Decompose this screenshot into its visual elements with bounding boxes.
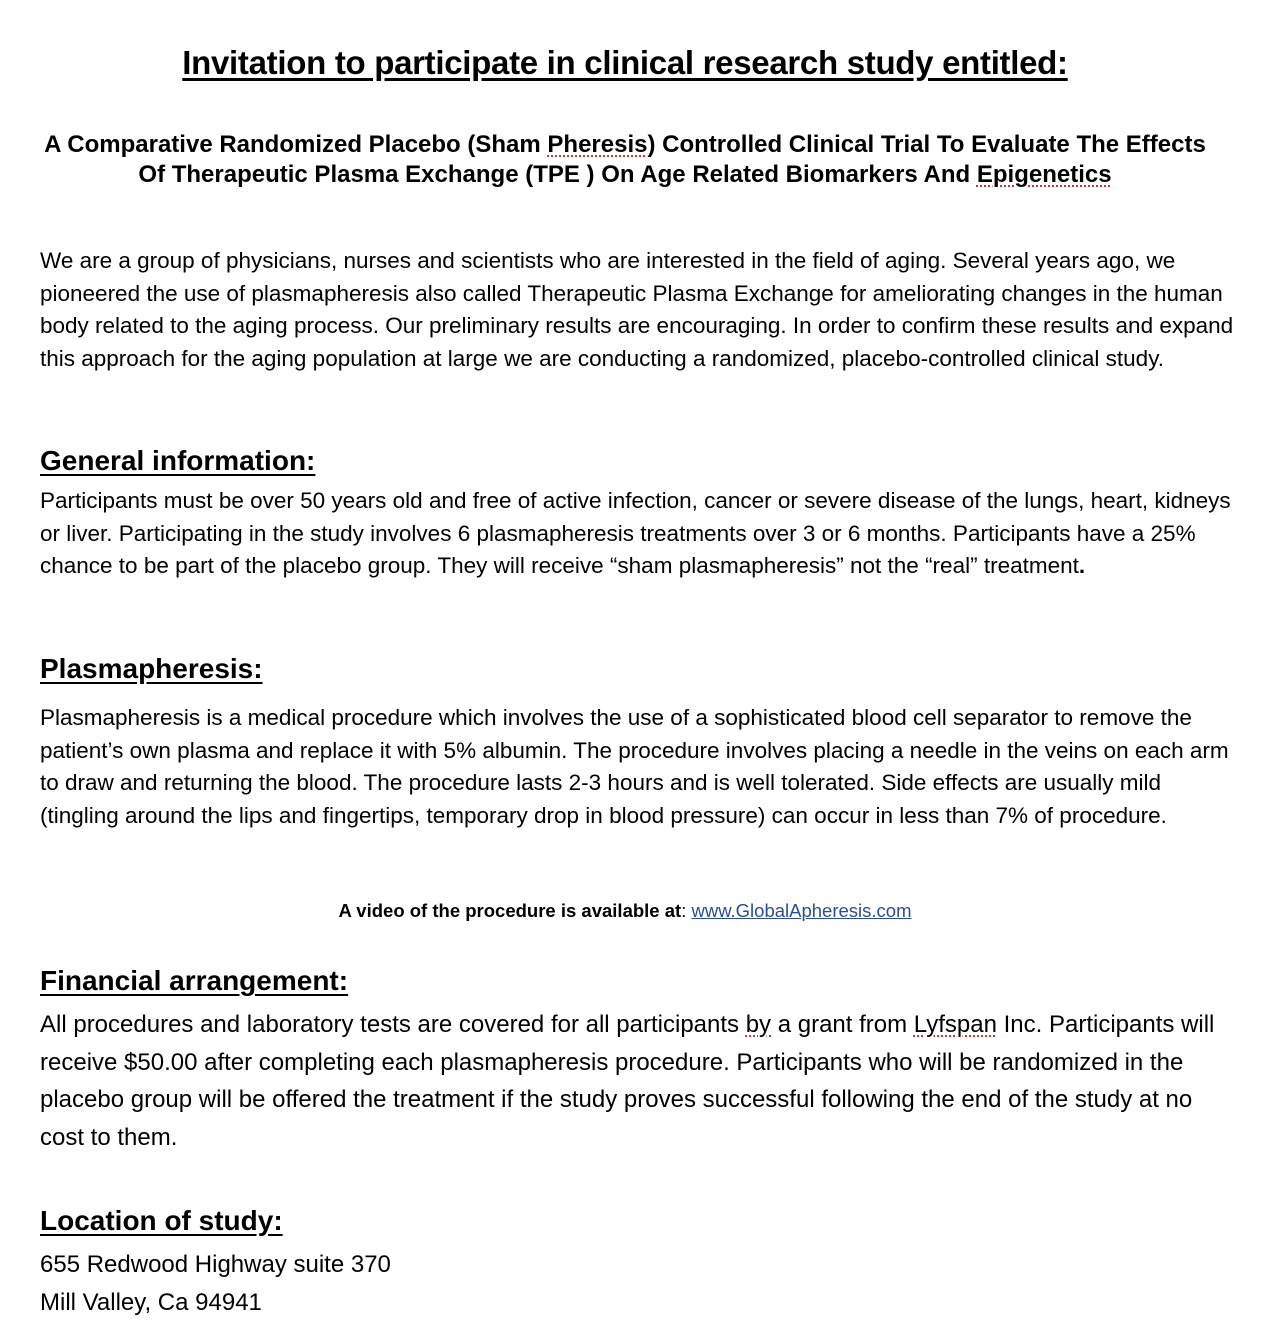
address-line-1: 655 Redwood Highway suite 370 xyxy=(40,1251,391,1278)
general-information-paragraph xyxy=(40,485,1240,583)
video-note xyxy=(0,900,1250,922)
spellcheck-flagged-word: Epigenetics xyxy=(976,161,1112,188)
general-information-end: . xyxy=(1078,553,1086,578)
intro-paragraph: We are a group of physicians, nurses and scientists who are interested in the field of aging. Several years ago, we pioneered the use of plasmapheresis also called Therapeutic Plasma Exchange for ameliorating changes in the human body related to the aging process. Our preliminary results are encouraging. In order to confirm these results and expand this approach for the aging population at large we are conducting a randomized, placebo-controlled clinical study. xyxy=(40,248,1234,371)
financial-arrangement-heading: Financial arrangement: xyxy=(40,965,349,996)
spellcheck-flagged-word: by xyxy=(745,1011,772,1038)
study-title-part: ) Controlled Clinical Trial To Evaluate The Effects Of Therapeutic Plasma Exchange (TPE ) On Age Related Biomarkers And xyxy=(138,131,1206,188)
study-title xyxy=(30,130,1220,190)
video-label: A video of the procedure is available at xyxy=(338,900,682,921)
page-title: Invitation to participate in clinical research study entitled: xyxy=(182,44,1068,81)
study-title-part: A Comparative Randomized Placebo (Sham xyxy=(44,131,548,158)
financial-text: All procedures and laboratory tests are covered for all participants xyxy=(40,1011,746,1038)
financial-text: a grant from xyxy=(771,1011,914,1038)
plasmapheresis-heading: Plasmapheresis: xyxy=(40,653,263,684)
financial-text: Inc. Participants will receive $50.00 after completing each plasmapheresis procedure. Participants who will be randomized in the placebo group will be offered the treatment if the study proves successful following the end of the study at no cost to them. xyxy=(40,1011,1215,1151)
video-colon: : xyxy=(681,900,692,921)
general-information-text: Participants must be over 50 years old and free of active infection, cancer or severe disease of the lungs, heart, kidneys or liver. Participating in the study involves 6 plasmapheresis treatments over 3 or 6 months. Participants have a 25% chance to be part of the placebo group. They will receive “sham plasmapheresis” not the “real” treatment xyxy=(40,488,1231,578)
financial-arrangement-paragraph xyxy=(40,1006,1240,1156)
location-address xyxy=(40,1246,1240,1321)
spellcheck-flagged-word: Lyfspan xyxy=(913,1011,997,1038)
spellcheck-flagged-word: Pheresis xyxy=(547,131,648,158)
general-information-heading: General information: xyxy=(40,445,316,476)
video-link[interactable]: www.GlobalApheresis.com xyxy=(691,900,912,921)
location-heading: Location of study: xyxy=(40,1205,283,1236)
plasmapheresis-paragraph: Plasmapheresis is a medical procedure which involves the use of a sophisticated blood cell separator to remove the patient’s own plasma and replace it with 5% albumin. The procedure involves placing a needle in the veins on each arm to draw and returning the blood. The procedure lasts 2-3 hours and is well tolerated. Side effects are usually mild (tingling around the lips and fingertips, temporary drop in blood pressure) can occur in less than 7% of procedure. xyxy=(40,705,1229,828)
address-line-2: Mill Valley, Ca 94941 xyxy=(40,1288,262,1316)
